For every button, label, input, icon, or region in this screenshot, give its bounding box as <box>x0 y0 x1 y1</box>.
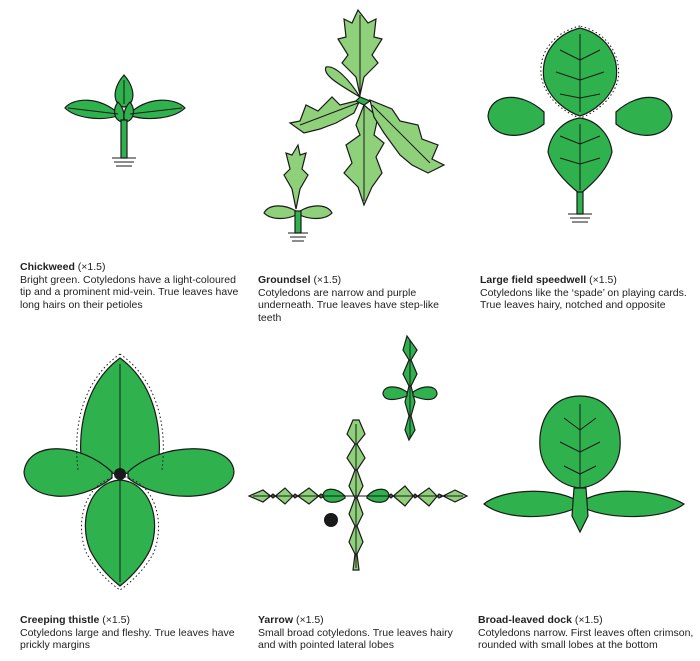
magnification: (×1.5) <box>574 614 603 626</box>
speedwell-seedling-icon <box>480 20 680 240</box>
plant-name: Chickweed <box>20 261 75 273</box>
magnification: (×1.5) <box>589 274 617 286</box>
magnification: (×1.5) <box>313 274 342 286</box>
plant-name: Yarrow <box>258 614 294 626</box>
caption-broad-leaved-dock <box>478 614 696 652</box>
caption-creeping-thistle <box>20 614 240 652</box>
plant-description: Cotyledons like the ‘spade’ on playing cards. True leaves hairy, notched and opposite <box>480 286 687 312</box>
magnification: (×1.5) <box>102 614 131 626</box>
plant-name: Creeping thistle <box>20 614 100 626</box>
caption-speedwell <box>480 274 695 312</box>
yarrow-seedling-icon <box>245 330 475 580</box>
dock-seedling-icon <box>480 390 690 540</box>
plant-description: Small broad cotyledons. True leaves hairy and with pointed lateral lobes <box>258 626 453 652</box>
plant-name: Broad-leaved dock <box>478 614 572 626</box>
caption-yarrow <box>258 614 458 652</box>
plant-name: Large field speedwell <box>480 274 587 286</box>
chickweed-seedling-icon <box>60 70 200 180</box>
magnification: (×1.5) <box>295 614 324 626</box>
caption-groundsel <box>258 274 458 324</box>
magnification: (×1.5) <box>77 261 106 273</box>
plant-name: Groundsel <box>258 274 311 286</box>
plant-description: Bright green. Cotyledons have a light-coloured tip and a prominent mid-vein. True leaves have long hairs on their petioles <box>20 273 239 311</box>
plant-description: Cotyledons are narrow and purple underneath. True leaves have step-like teeth <box>258 286 439 324</box>
caption-chickweed <box>20 261 240 311</box>
groundsel-seedling-icon <box>260 5 460 245</box>
thistle-seedling-icon <box>20 350 240 590</box>
plant-description: Cotyledons large and fleshy. True leaves have prickly margins <box>20 626 235 652</box>
plant-description: Cotyledons narrow. First leaves often crimson, rounded with small lobes at the bottom <box>478 626 694 652</box>
